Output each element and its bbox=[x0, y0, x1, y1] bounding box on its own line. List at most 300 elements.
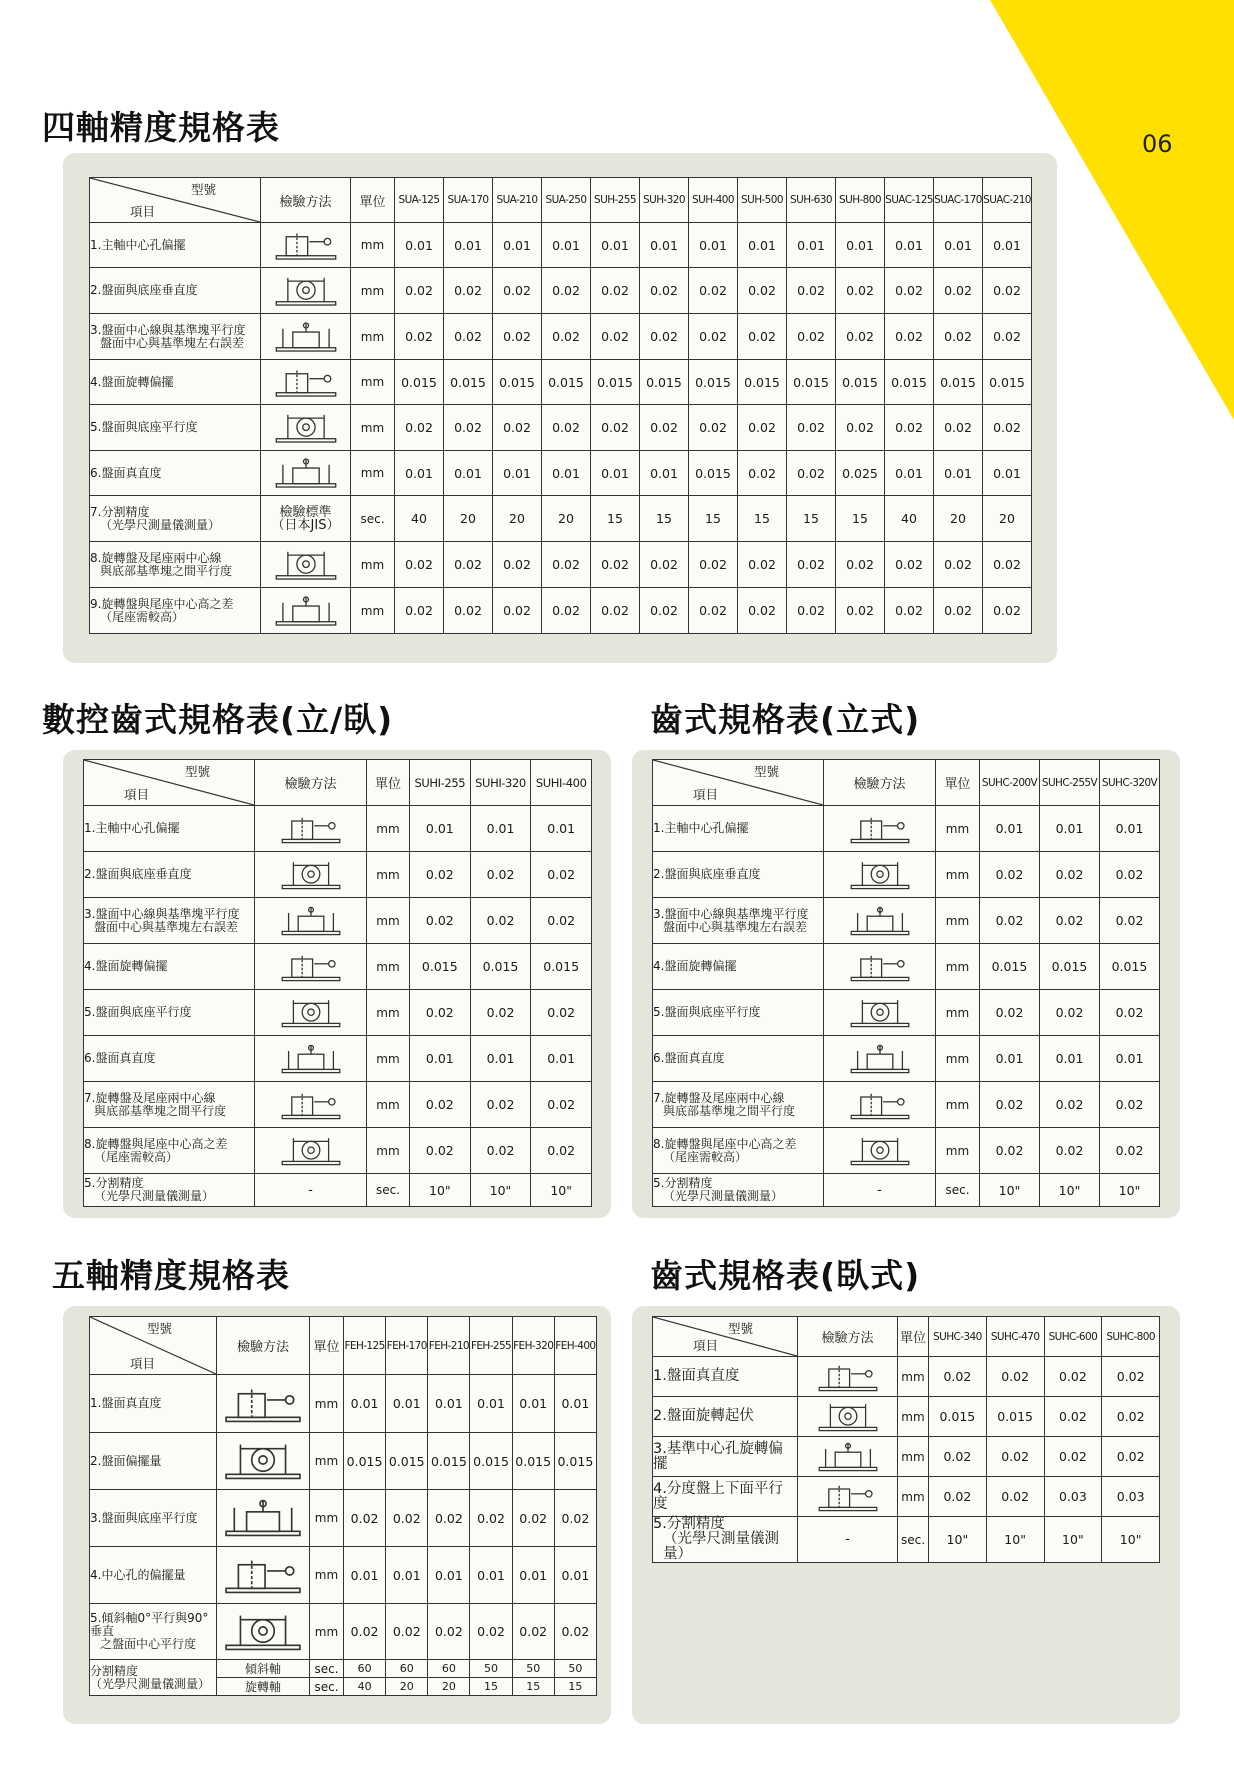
value-cell: 0.02 bbox=[1040, 1082, 1100, 1128]
model-header: SUA-125 bbox=[395, 178, 444, 223]
gauge-icon bbox=[848, 904, 912, 938]
table-row bbox=[84, 852, 592, 898]
item-label bbox=[84, 990, 255, 1036]
value-cell: 0.02 bbox=[386, 1604, 428, 1660]
item-line: 3.盤面中心線與基準塊平行度 bbox=[90, 322, 246, 337]
method-cell bbox=[255, 1128, 367, 1174]
model-header: SUHI-255 bbox=[410, 760, 471, 806]
method-cell bbox=[261, 542, 351, 588]
method-cell bbox=[261, 360, 351, 405]
value-cell: 0.01 bbox=[1100, 1036, 1160, 1082]
item-line: 2.盤面與底座垂直度 bbox=[90, 283, 198, 297]
value-cell: 0.015 bbox=[470, 944, 531, 990]
unit-cell: mm bbox=[351, 360, 395, 405]
gauge-icon bbox=[279, 1042, 343, 1076]
item-line: 5.分割精度 bbox=[653, 1516, 725, 1532]
value-cell: 0.02 bbox=[531, 990, 592, 1036]
model-header: FEH-170 bbox=[386, 1317, 428, 1375]
value-cell: 0.01 bbox=[983, 223, 1032, 268]
value-cell: 0.02 bbox=[395, 314, 444, 360]
value-cell: 0.02 bbox=[395, 588, 444, 634]
value-cell: 40 bbox=[395, 496, 444, 542]
item-label bbox=[653, 1174, 824, 1207]
value-cell: 0.01 bbox=[934, 451, 983, 496]
value-cell: 0.02 bbox=[983, 314, 1032, 360]
model-header: SUAC-210 bbox=[983, 178, 1032, 223]
corner-model-label: 型號 bbox=[184, 764, 210, 779]
title-four-axis: 四軸精度規格表 bbox=[42, 108, 280, 147]
table-row bbox=[84, 990, 592, 1036]
value-cell: 0.02 bbox=[1044, 1437, 1102, 1477]
model-header: SUHC-255V bbox=[1040, 760, 1100, 806]
model-header: FEH-255 bbox=[470, 1317, 512, 1375]
gauge-icon bbox=[848, 812, 912, 846]
unit-cell: mm bbox=[367, 806, 410, 852]
item-line: 5.盤面與底座平行度 bbox=[90, 420, 198, 434]
value-cell: 0.02 bbox=[836, 314, 885, 360]
item-label bbox=[90, 1433, 217, 1490]
unit-cell: mm bbox=[898, 1437, 929, 1477]
value-cell: 0.02 bbox=[983, 268, 1032, 314]
value-cell: 0.02 bbox=[531, 1128, 592, 1174]
method-cell bbox=[261, 405, 351, 451]
item-line: 8.旋轉盤與尾座中心高之差 bbox=[84, 1136, 228, 1151]
value-cell: 10" bbox=[929, 1517, 987, 1563]
item-label bbox=[90, 360, 261, 405]
unit-cell: mm bbox=[351, 405, 395, 451]
gauge-icon bbox=[807, 1481, 889, 1513]
value-cell: 0.02 bbox=[410, 1128, 471, 1174]
value-cell: 0.02 bbox=[980, 852, 1040, 898]
item-line: 8.旋轉盤與尾座中心高之差 bbox=[653, 1136, 797, 1151]
item-label bbox=[84, 852, 255, 898]
item-label bbox=[84, 1128, 255, 1174]
unit-cell: sec. bbox=[310, 1660, 344, 1678]
value-cell: 0.02 bbox=[444, 588, 493, 634]
method-cell bbox=[255, 1082, 367, 1128]
value-cell: 0.02 bbox=[934, 405, 983, 451]
gauge-icon bbox=[848, 1042, 912, 1076]
value-cell: 0.015 bbox=[410, 944, 471, 990]
value-cell: 0.02 bbox=[470, 1128, 531, 1174]
value-cell: 0.01 bbox=[344, 1547, 386, 1604]
value-cell: 0.015 bbox=[1040, 944, 1100, 990]
value-cell: 0.02 bbox=[885, 542, 934, 588]
gauge-icon bbox=[848, 996, 912, 1030]
value-cell: 0.02 bbox=[591, 268, 640, 314]
value-cell: 0.02 bbox=[929, 1357, 987, 1397]
method-text: - bbox=[308, 1182, 313, 1198]
value-cell: 0.02 bbox=[591, 405, 640, 451]
value-cell: 0.02 bbox=[934, 314, 983, 360]
method-header: 檢驗方法 bbox=[261, 178, 351, 223]
item-label bbox=[653, 1082, 824, 1128]
value-cell: 0.01 bbox=[493, 451, 542, 496]
value-cell: 0.02 bbox=[885, 314, 934, 360]
value-cell: 0.03 bbox=[1102, 1477, 1160, 1517]
model-header: SUHI-320 bbox=[470, 760, 531, 806]
value-cell: 0.02 bbox=[1044, 1397, 1102, 1437]
value-cell: 0.01 bbox=[591, 223, 640, 268]
unit-header: 單位 bbox=[310, 1317, 344, 1375]
value-cell: 0.015 bbox=[444, 360, 493, 405]
value-cell: 60 bbox=[344, 1660, 386, 1678]
value-cell: 0.02 bbox=[542, 542, 591, 588]
value-cell: 0.02 bbox=[444, 314, 493, 360]
value-cell: 0.02 bbox=[542, 314, 591, 360]
table-gear-horizontal bbox=[652, 1316, 1160, 1563]
item-line: 1.盤面真直度 bbox=[90, 1396, 162, 1410]
method-cell bbox=[217, 1604, 310, 1660]
model-header: SUHC-470 bbox=[986, 1317, 1044, 1357]
method-cell bbox=[824, 1082, 936, 1128]
value-cell: 0.02 bbox=[689, 405, 738, 451]
value-cell: 0.02 bbox=[738, 268, 787, 314]
value-cell: 0.01 bbox=[410, 806, 471, 852]
method-header: 檢驗方法 bbox=[824, 760, 936, 806]
item-line: 8.旋轉盤及尾座兩中心線 bbox=[90, 550, 222, 565]
unit-header: 單位 bbox=[367, 760, 410, 806]
value-cell: 0.02 bbox=[689, 314, 738, 360]
value-cell: 0.02 bbox=[640, 588, 689, 634]
method-cell bbox=[824, 806, 936, 852]
gauge-icon bbox=[273, 273, 339, 309]
value-cell: 0.015 bbox=[689, 360, 738, 405]
value-cell: 0.015 bbox=[986, 1397, 1044, 1437]
item-label bbox=[653, 944, 824, 990]
value-cell: 0.02 bbox=[531, 1082, 592, 1128]
gauge-icon bbox=[222, 1550, 304, 1600]
item-label bbox=[653, 1397, 798, 1437]
item-label bbox=[84, 1036, 255, 1082]
value-cell: 0.02 bbox=[885, 588, 934, 634]
value-cell: 0.015 bbox=[640, 360, 689, 405]
method-cell bbox=[798, 1517, 898, 1563]
item-label bbox=[90, 451, 261, 496]
value-cell: 0.02 bbox=[836, 405, 885, 451]
unit-cell: mm bbox=[351, 223, 395, 268]
value-cell: 0.01 bbox=[1040, 806, 1100, 852]
method-cell bbox=[824, 990, 936, 1036]
corner-item-label: 項目 bbox=[130, 1356, 156, 1371]
model-header: SUH-320 bbox=[640, 178, 689, 223]
model-header: SUH-255 bbox=[591, 178, 640, 223]
value-cell: 0.01 bbox=[591, 451, 640, 496]
value-cell: 0.02 bbox=[983, 542, 1032, 588]
value-cell: 0.02 bbox=[542, 405, 591, 451]
item-line: 6.盤面真直度 bbox=[653, 1051, 725, 1065]
table-row bbox=[90, 1547, 597, 1604]
unit-cell: mm bbox=[310, 1604, 344, 1660]
gauge-icon bbox=[848, 1134, 912, 1168]
table-row bbox=[90, 314, 1032, 360]
value-cell: 0.015 bbox=[531, 944, 592, 990]
method-cell bbox=[824, 1036, 936, 1082]
item-line: （光學尺測量儀測量） bbox=[663, 1189, 784, 1203]
corner-model-label: 型號 bbox=[753, 764, 779, 779]
model-header: FEH-400 bbox=[554, 1317, 596, 1375]
value-cell: 0.02 bbox=[1102, 1397, 1160, 1437]
unit-cell: mm bbox=[367, 944, 410, 990]
value-cell: 0.02 bbox=[470, 1490, 512, 1547]
method-cell bbox=[261, 223, 351, 268]
table-row bbox=[84, 1128, 592, 1174]
value-cell: 0.02 bbox=[1040, 898, 1100, 944]
value-cell: 0.02 bbox=[591, 542, 640, 588]
value-cell: 0.02 bbox=[493, 268, 542, 314]
table-row bbox=[84, 1174, 592, 1207]
item-line: （光學尺測量儀測量） bbox=[90, 1676, 211, 1691]
item-label bbox=[90, 542, 261, 588]
method-cell bbox=[255, 806, 367, 852]
value-cell: 10" bbox=[531, 1174, 592, 1207]
table-row bbox=[90, 1433, 597, 1490]
table-row bbox=[90, 1660, 597, 1678]
value-cell: 10" bbox=[980, 1174, 1040, 1207]
value-cell: 0.01 bbox=[554, 1375, 596, 1433]
model-header: SUHC-200V bbox=[980, 760, 1040, 806]
value-cell: 0.02 bbox=[428, 1490, 470, 1547]
item-line: 1.主軸中心孔偏擺 bbox=[90, 237, 186, 252]
gauge-icon bbox=[222, 1493, 304, 1543]
value-cell: 0.02 bbox=[836, 268, 885, 314]
item-line: 5.盤面與底座平行度 bbox=[653, 1005, 761, 1019]
title-gear-vertical: 齒式規格表(立式) bbox=[650, 700, 921, 739]
value-cell: 0.01 bbox=[512, 1375, 554, 1433]
unit-cell: mm bbox=[351, 451, 395, 496]
value-cell: 0.02 bbox=[1040, 990, 1100, 1036]
header-row bbox=[653, 760, 1160, 806]
value-cell: 0.02 bbox=[689, 588, 738, 634]
value-cell: 0.02 bbox=[929, 1477, 987, 1517]
value-cell: 0.01 bbox=[787, 223, 836, 268]
value-cell: 10" bbox=[1102, 1517, 1160, 1563]
item-line: 4.盤面旋轉偏擺 bbox=[653, 959, 737, 973]
model-header: SUHC-600 bbox=[1044, 1317, 1102, 1357]
value-cell: 0.015 bbox=[542, 360, 591, 405]
corner-model-label: 型號 bbox=[727, 1321, 753, 1336]
value-cell: 0.01 bbox=[885, 451, 934, 496]
item-label bbox=[90, 1490, 217, 1547]
model-header: SUA-250 bbox=[542, 178, 591, 223]
unit-cell: sec. bbox=[898, 1517, 929, 1563]
value-cell: 0.01 bbox=[640, 451, 689, 496]
value-cell: 0.02 bbox=[640, 268, 689, 314]
value-cell: 0.02 bbox=[493, 542, 542, 588]
item-line: （光學尺測量儀測量） bbox=[663, 1531, 779, 1562]
item-line: 3.盤面中心線與基準塊平行度 bbox=[84, 906, 240, 921]
value-cell: 0.02 bbox=[470, 990, 531, 1036]
unit-cell: mm bbox=[310, 1547, 344, 1604]
corner-model-label: 型號 bbox=[146, 1321, 172, 1336]
gauge-icon bbox=[279, 996, 343, 1030]
value-cell: 0.015 bbox=[493, 360, 542, 405]
value-cell: 15 bbox=[640, 496, 689, 542]
item-label bbox=[653, 852, 824, 898]
method-cell bbox=[261, 268, 351, 314]
value-cell: 0.02 bbox=[410, 990, 471, 1036]
value-cell: 0.01 bbox=[738, 223, 787, 268]
table-row bbox=[90, 542, 1032, 588]
method-cell bbox=[824, 898, 936, 944]
method-cell bbox=[255, 1036, 367, 1082]
value-cell: 0.02 bbox=[885, 268, 934, 314]
corner-item-label: 項目 bbox=[693, 1338, 719, 1353]
unit-cell: mm bbox=[367, 1036, 410, 1082]
value-cell: 0.02 bbox=[983, 405, 1032, 451]
value-cell: 0.02 bbox=[738, 405, 787, 451]
item-line: 5.分割精度 bbox=[653, 1176, 713, 1190]
unit-cell: sec. bbox=[310, 1678, 344, 1696]
value-cell: 0.015 bbox=[885, 360, 934, 405]
item-line: 3.盤面與底座平行度 bbox=[90, 1510, 198, 1525]
value-cell: 0.02 bbox=[738, 314, 787, 360]
gauge-icon bbox=[848, 858, 912, 892]
value-cell: 0.01 bbox=[542, 223, 591, 268]
item-label bbox=[90, 223, 261, 268]
value-cell: 0.02 bbox=[470, 898, 531, 944]
unit-cell: mm bbox=[367, 1128, 410, 1174]
item-label bbox=[653, 990, 824, 1036]
unit-cell: sec. bbox=[936, 1174, 980, 1207]
value-cell: 0.01 bbox=[344, 1375, 386, 1433]
gauge-icon bbox=[848, 950, 912, 984]
item-label bbox=[653, 1357, 798, 1397]
model-header: SUH-630 bbox=[787, 178, 836, 223]
value-cell: 60 bbox=[386, 1660, 428, 1678]
corner-model-label: 型號 bbox=[190, 182, 216, 197]
value-cell: 0.01 bbox=[980, 806, 1040, 852]
gauge-icon bbox=[279, 812, 343, 846]
item-line: 盤面中心與基準塊左右誤差 bbox=[100, 335, 245, 350]
value-cell: 0.02 bbox=[980, 1082, 1040, 1128]
method-cell bbox=[255, 1174, 367, 1207]
value-cell: 0.01 bbox=[885, 223, 934, 268]
item-line: 1.主軸中心孔偏擺 bbox=[653, 821, 749, 835]
method-cell bbox=[217, 1433, 310, 1490]
value-cell: 0.01 bbox=[689, 223, 738, 268]
value-cell: 0.02 bbox=[591, 314, 640, 360]
value-cell: 0.02 bbox=[1044, 1357, 1102, 1397]
value-cell: 0.02 bbox=[787, 542, 836, 588]
value-cell: 0.01 bbox=[395, 223, 444, 268]
method-cell bbox=[217, 1375, 310, 1433]
item-label bbox=[653, 1517, 798, 1563]
unit-cell: mm bbox=[936, 1082, 980, 1128]
table-row bbox=[653, 1357, 1160, 1397]
corner-header bbox=[653, 1317, 798, 1357]
value-cell: 0.015 bbox=[344, 1433, 386, 1490]
table-row bbox=[653, 806, 1160, 852]
value-cell: 0.02 bbox=[640, 542, 689, 588]
gauge-icon bbox=[279, 950, 343, 984]
method-cell bbox=[798, 1397, 898, 1437]
value-cell: 0.02 bbox=[1100, 852, 1160, 898]
method-header: 檢驗方法 bbox=[798, 1317, 898, 1357]
unit-cell: mm bbox=[898, 1477, 929, 1517]
diagonal-line bbox=[84, 760, 254, 805]
value-cell: 0.01 bbox=[386, 1375, 428, 1433]
item-label bbox=[84, 1082, 255, 1128]
value-cell: 0.02 bbox=[542, 268, 591, 314]
unit-cell: mm bbox=[936, 1128, 980, 1174]
method-cell bbox=[261, 314, 351, 360]
corner-item-label: 項目 bbox=[693, 787, 719, 802]
sub-axis-label: 傾斜軸 bbox=[217, 1660, 310, 1678]
table-row bbox=[84, 944, 592, 990]
item-line: （尾座需較高） bbox=[663, 1149, 748, 1164]
value-cell: 0.02 bbox=[836, 542, 885, 588]
value-cell: 0.02 bbox=[531, 898, 592, 944]
value-cell: 10" bbox=[1100, 1174, 1160, 1207]
model-header: SUHC-340 bbox=[929, 1317, 987, 1357]
value-cell: 0.02 bbox=[542, 588, 591, 634]
table-four-axis bbox=[89, 177, 1032, 634]
value-cell: 0.02 bbox=[344, 1490, 386, 1547]
item-label bbox=[90, 268, 261, 314]
method-cell bbox=[824, 944, 936, 990]
value-cell: 0.02 bbox=[787, 405, 836, 451]
value-cell: 0.01 bbox=[980, 1036, 1040, 1082]
value-cell: 0.02 bbox=[738, 451, 787, 496]
header-row bbox=[90, 1317, 597, 1375]
item-line: 7.分割精度 bbox=[90, 504, 150, 519]
unit-cell: mm bbox=[898, 1397, 929, 1437]
value-cell: 10" bbox=[986, 1517, 1044, 1563]
method-cell bbox=[824, 1174, 936, 1207]
corner-header bbox=[90, 178, 261, 223]
table-row bbox=[90, 405, 1032, 451]
value-cell: 0.03 bbox=[1044, 1477, 1102, 1517]
value-cell: 0.01 bbox=[554, 1547, 596, 1604]
model-header: SUAC-170 bbox=[934, 178, 983, 223]
corner-header bbox=[653, 760, 824, 806]
value-cell: 0.01 bbox=[934, 223, 983, 268]
table-row bbox=[653, 944, 1160, 990]
table-row bbox=[90, 588, 1032, 634]
unit-cell: mm bbox=[351, 314, 395, 360]
value-cell: 0.01 bbox=[531, 806, 592, 852]
value-cell: 0.015 bbox=[395, 360, 444, 405]
value-cell: 0.02 bbox=[738, 588, 787, 634]
header-row bbox=[84, 760, 592, 806]
method-text: 檢驗標準 bbox=[279, 504, 332, 520]
value-cell: 15 bbox=[738, 496, 787, 542]
item-line: 2.盤面偏擺量 bbox=[90, 1453, 162, 1468]
value-cell: 0.02 bbox=[444, 405, 493, 451]
value-cell: 0.02 bbox=[386, 1490, 428, 1547]
table-row bbox=[84, 898, 592, 944]
table-row bbox=[84, 806, 592, 852]
value-cell: 0.02 bbox=[787, 268, 836, 314]
value-cell: 0.02 bbox=[1100, 898, 1160, 944]
value-cell: 10" bbox=[1040, 1174, 1100, 1207]
gauge-icon bbox=[273, 410, 339, 446]
method-cell bbox=[824, 1128, 936, 1174]
value-cell: 0.02 bbox=[410, 898, 471, 944]
item-line: 5.傾斜軸0°平行與90°垂直 bbox=[90, 1611, 209, 1638]
value-cell: 0.02 bbox=[1102, 1437, 1160, 1477]
item-label bbox=[653, 898, 824, 944]
unit-cell: mm bbox=[351, 588, 395, 634]
value-cell: 50 bbox=[470, 1660, 512, 1678]
value-cell: 0.015 bbox=[929, 1397, 987, 1437]
value-cell: 0.02 bbox=[1040, 852, 1100, 898]
model-header: FEH-320 bbox=[512, 1317, 554, 1375]
item-line: 9.旋轉盤與尾座中心高之差 bbox=[90, 596, 234, 611]
item-line: 2.盤面與底座垂直度 bbox=[84, 867, 192, 881]
value-cell: 20 bbox=[386, 1678, 428, 1696]
